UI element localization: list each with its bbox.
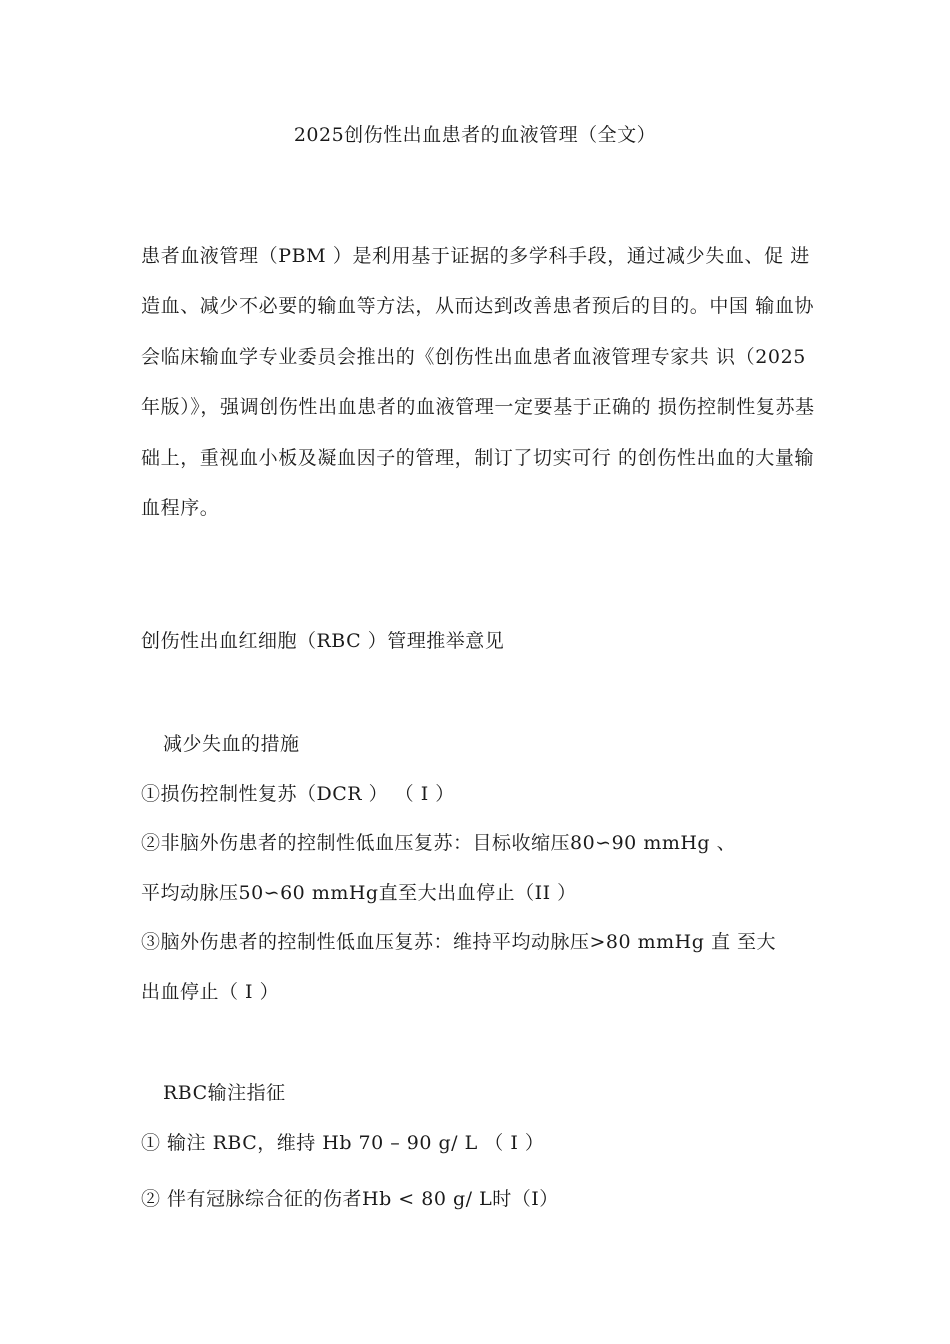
section-heading: 创伤性出血红细胞（RBC ）管理推举意见 bbox=[141, 630, 505, 652]
list-item: ②非脑外伤患者的控制性低血压复苏：目标收缩压80∽90 mmHg 、 bbox=[141, 832, 737, 854]
list-item: ① 输注 RBC，维持 Hb 70 – 90 g/ L （ Ⅰ ） bbox=[141, 1132, 545, 1154]
list-item-continuation: 出血停止（ Ⅰ ） bbox=[141, 981, 280, 1003]
subsection-heading-blood-loss: 减少失血的措施 bbox=[163, 733, 300, 755]
list-item: ③脑外伤患者的控制性低血压复苏：维持平均动脉压>80 mmHg 直 至大 bbox=[141, 931, 776, 953]
subsection-heading-rbc-indications: RBC输注指征 bbox=[163, 1082, 286, 1104]
intro-paragraph: 患者血液管理（PBM ）是利用基于证据的多学科手段，通过减少失血、促 进造血、减少不必要的输血等方法，从而达到改善患者预后的目的。中国 输血协会临床输血学专业委员会推出的《创伤性出血患者血液管理专家共 识（2025年版）》，强调创伤性出血患者的血液管理一定要基于正确的 损伤控制性复苏基础上，重视血小板及凝血因子的管理，制订了切实可行 的创伤性出血的大量输血程序。 bbox=[141, 245, 815, 520]
document-title: 2025创伤性出血患者的血液管理（全文） bbox=[293, 124, 657, 146]
list-item: ② 伴有冠脉综合征的伤者Hb < 80 g/ L时（I） bbox=[141, 1188, 559, 1210]
list-item-continuation: 平均动脉压50∽60 mmHg直至大出血停止（II ） bbox=[141, 882, 577, 904]
list-item: ①损伤控制性复苏（DCR ） （ Ⅰ ） bbox=[141, 783, 455, 805]
